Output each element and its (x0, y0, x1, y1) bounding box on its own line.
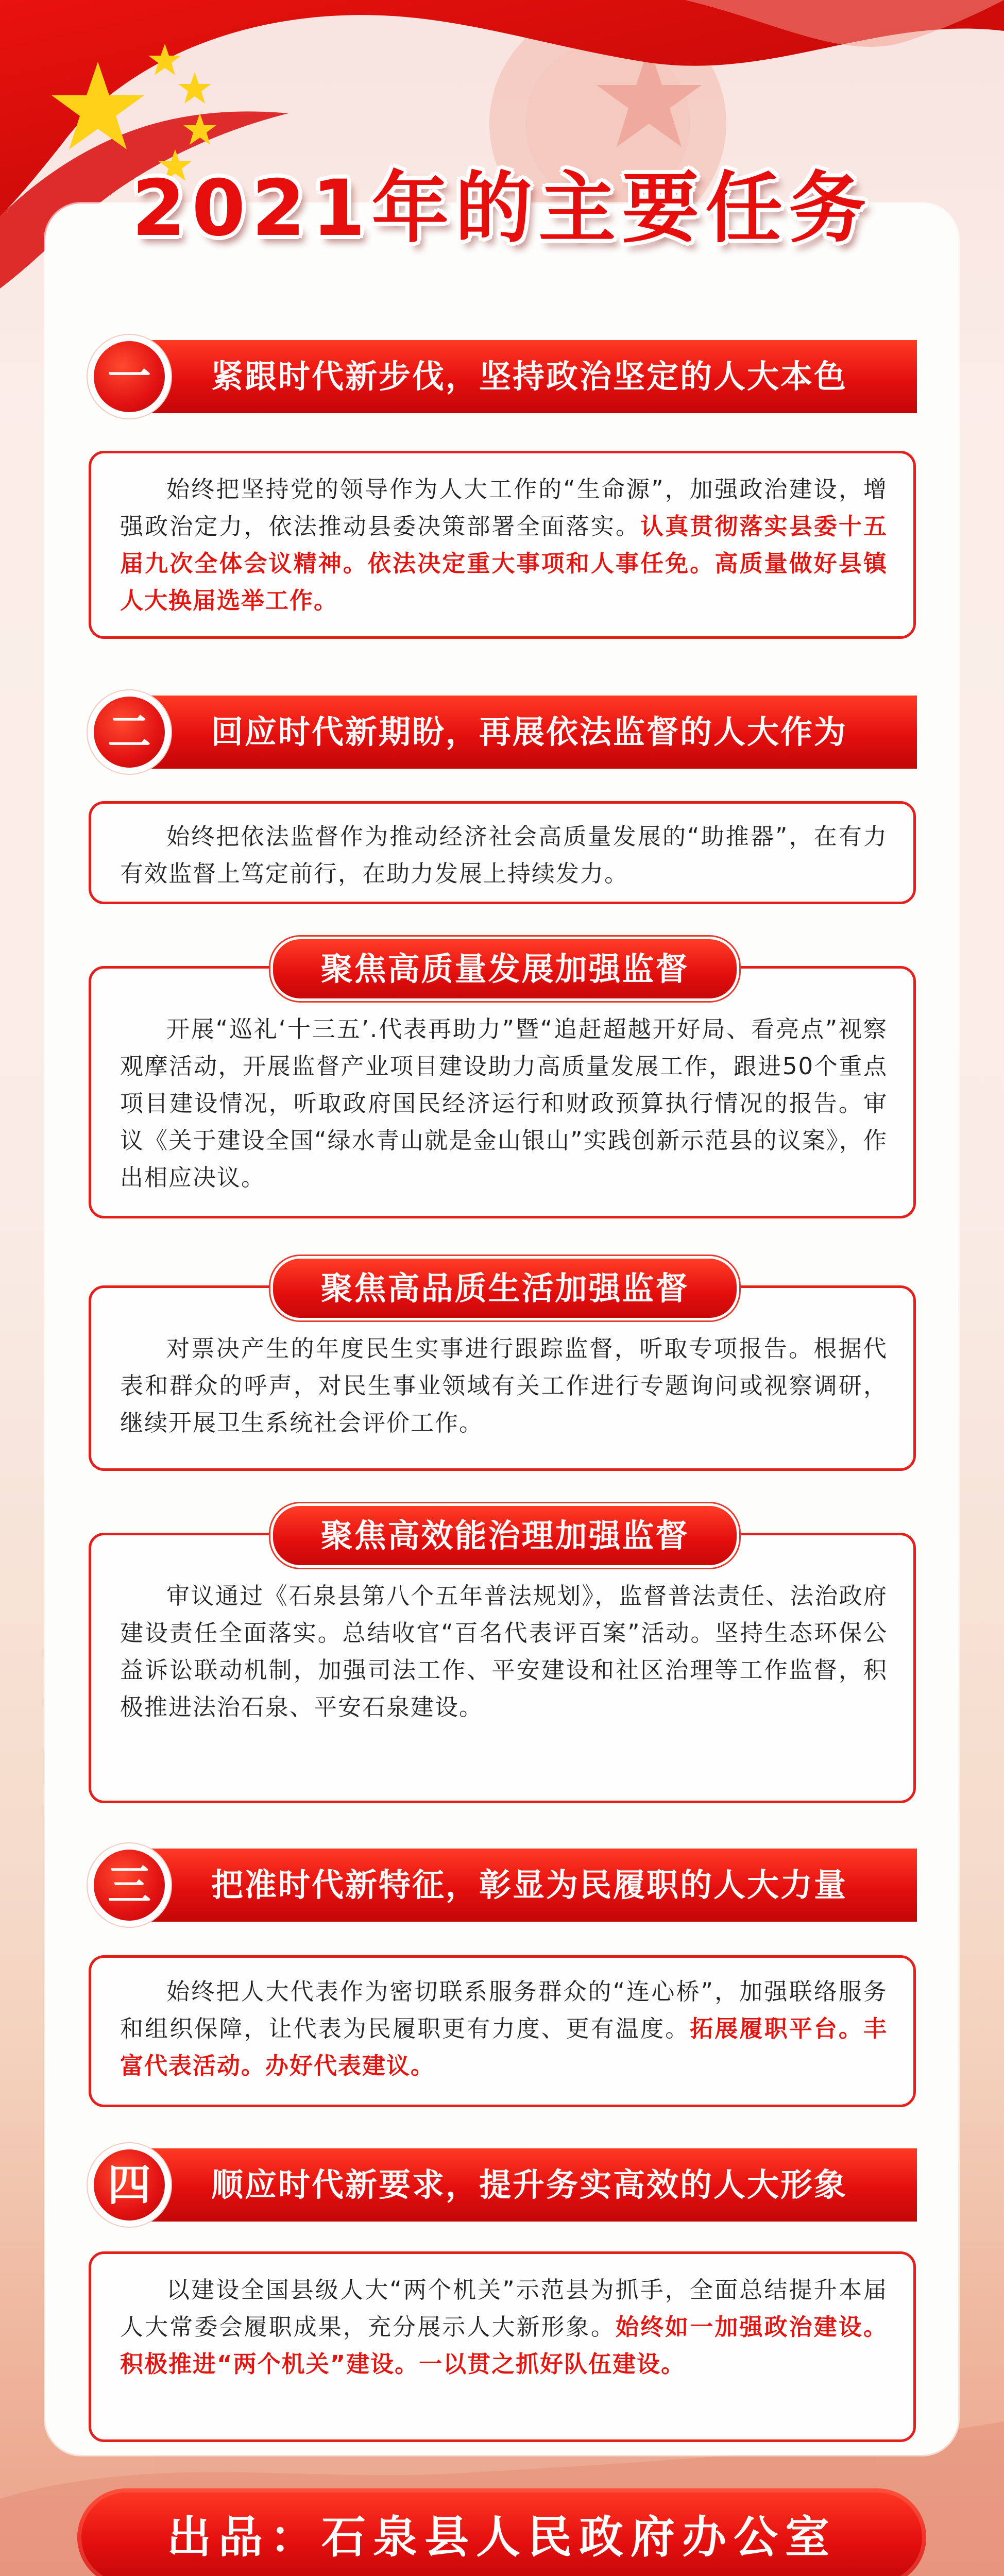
body-plain-text: 始终把人大代表作为密切联系服务群众的“连心桥”，加强联络服务和组织保障，让代表为民履职更有力度、更有温度。 (120, 1978, 888, 2042)
section-header-2 (88, 690, 917, 774)
section-number-badge (88, 690, 171, 774)
section-heading: 回应时代新期盼，再展依法监督的人大作为 (211, 713, 848, 751)
body-paragraph (120, 2272, 888, 2383)
subsection-body-1 (89, 966, 916, 1218)
subsection-title-3: 聚焦高效能治理加强监督 (270, 1503, 739, 1568)
section-heading: 紧跟时代新步伐，坚持政治坚定的人大本色 (211, 358, 848, 395)
section-header-3 (88, 1843, 917, 1927)
section-body-2 (89, 801, 916, 904)
section-header-4 (88, 2143, 917, 2227)
section-number-badge (88, 335, 171, 418)
footer-publisher: 出品：石泉县人民政府办公室 (77, 2488, 926, 2576)
subsection-title-2: 聚焦高品质生活加强监督 (270, 1256, 739, 1320)
subsection-title-1: 聚焦高质量发展加强监督 (270, 937, 739, 1001)
section-number: 一 (94, 341, 165, 412)
body-plain-text: 始终把坚持党的领导作为人大工作的“生命源”，加强政治建设，增强政治定力，依法推动县委决策部署全面落实。 (120, 476, 888, 540)
section-number-badge (88, 1843, 171, 1927)
section-heading: 顺应时代新要求，提升务实高效的人大形象 (211, 2166, 848, 2204)
section-heading: 把准时代新特征，彰显为民履职的人大力量 (211, 1866, 848, 1904)
body-paragraph: 对票决产生的年度民生实事进行跟踪监督，听取专项报告。根据代表和群众的呼声，对民生事业领域有关工作进行专题询问或视察调研，继续开展卫生系统社会评价工作。 (120, 1335, 888, 1436)
body-paragraph (120, 1973, 888, 2084)
section-body-4 (89, 2251, 916, 2442)
body-plain-text: 以建设全国县级人大“两个机关”示范县为抓手，全面总结提升本届人大常委会履职成果，充分展示人大新形象。 (120, 2276, 888, 2341)
subsection-body-3 (89, 1533, 916, 1803)
page-title: 2021年的主要任务 (131, 164, 873, 253)
section-number: 四 (94, 2149, 165, 2221)
body-paragraph: 始终把依法监督作为推动经济社会高质量发展的“助推器”，在有力有效监督上笃定前行，在助力发展上持续发力。 (120, 823, 888, 887)
small-star-icon (178, 72, 211, 104)
section-header-1 (88, 335, 917, 418)
section-number-badge (88, 2143, 171, 2227)
body-highlight-text: 拓展履职平台。丰富代表活动。办好代表建议。 (120, 2015, 888, 2079)
body-highlight-text: 始终如一加强政治建设。积极推进“两个机关”建设。一以贯之抓好队伍建设。 (120, 2313, 888, 2378)
section-body-1 (89, 451, 916, 639)
section-body-3 (89, 1955, 916, 2107)
body-paragraph: 开展“巡礼‘十三五’.代表再助力”暨“追赶超越开好局、看亮点”视察观摩活动，开展监督产业项目建设助力高质量发展工作，跟进50个重点项目建设情况，听取政府国民经济运行和财政预算执行情况的报告。审议《关于建设全国“绿水青山就是金山银山”实践创新示范县的议案》，作出相应决议。 (120, 1015, 888, 1191)
section-number: 二 (94, 697, 165, 768)
section-number: 三 (94, 1850, 165, 1921)
body-paragraph (120, 471, 888, 619)
body-highlight-text: 认真贯彻落实县委十五届九次全体会议精神。依法决定重大事项和人事任免。高质量做好县镇人大换届选举工作。 (120, 513, 888, 614)
body-paragraph: 审议通过《石泉县第八个五年普法规划》，监督普法责任、法治政府建设责任全面落实。总结收官“百名代表评百案”活动。坚持生态环保公益诉讼联动机制，加强司法工作、平安建设和社区治理等工作监督，积极推进法治石泉、平安石泉建设。 (120, 1582, 888, 1721)
